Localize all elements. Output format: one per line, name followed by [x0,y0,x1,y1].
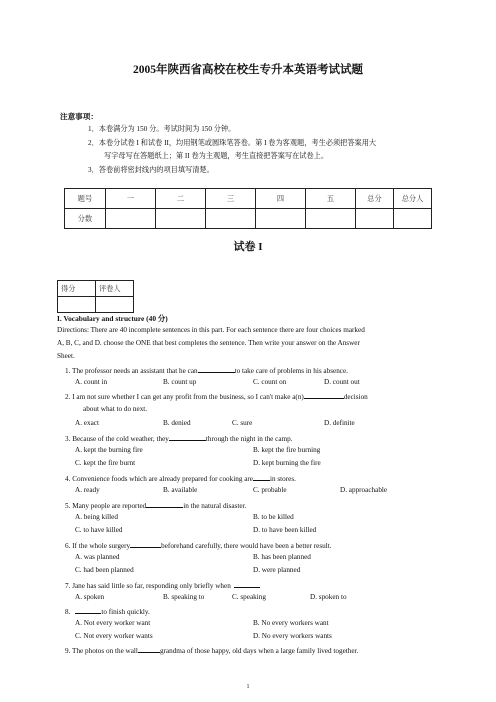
option: B. denied [163,419,191,427]
option: C. kept the fire burnt [75,459,136,467]
part-heading: I. Vocabulary and structure (40 分) [57,314,168,323]
directions-line: A, B, C, and D. choose the ONE that best completes the sentence. Then write your answer on the Answer [57,339,360,347]
score-cell[interactable] [106,209,156,229]
option: C. to have killed [75,526,123,534]
question-stem [65,581,260,590]
question-stem [65,607,150,616]
score-cell[interactable] [356,209,394,229]
option: C. Not every worker wants [75,632,153,640]
directions-line: Directions: There are 40 incomplete sentences in this part. For each sentence there are four choices marked [57,326,365,334]
directions-line: Sheet. [57,352,75,360]
question-stem [65,392,368,401]
answer-blank [169,434,206,441]
question-text: grandma of those happy, old days when a large family lived together. [159,647,359,655]
answer-blank [304,392,344,399]
score-header: 四 [256,189,306,209]
score-cell[interactable] [256,209,306,229]
score-header: 总分人 [394,189,432,209]
score-header: 二 [156,189,206,209]
question-text: about what to do next. [83,405,148,413]
option: B. to be killed [253,513,294,521]
section-title: 试卷 I [233,241,263,253]
notice-item: 2．本卷分试卷 I 和试卷 II，均用钢笔或圆珠笔答卷。第 I 卷为客观题，考生必须把答案用大 [88,139,377,147]
answer-blank [138,646,160,653]
question-text: 6. If the whole surgery [65,542,131,550]
answer-blank [253,474,270,481]
option: A. ready [75,486,100,494]
option: A. was planned [75,553,120,561]
option: A. being killed [75,513,118,521]
answer-blank [75,607,101,614]
option: D. spoken to [310,593,347,601]
option: C. had been planned [75,566,134,574]
question-text: 4. Convenience foods which are already prepared for cooking are [65,475,253,483]
question-text: 1. The professor needs an assistant that he can [65,367,198,375]
question-text: 5. Many people are reported [65,502,147,510]
option: A. kept the burning fire [75,446,143,454]
score-table [64,188,432,229]
option: C. sure [232,419,253,427]
option: A. exact [75,419,99,427]
question-stem [65,434,293,443]
question-stem [65,646,358,655]
exam-title: 2005年陕西省高校在校生专升本英语考试试题 [133,64,363,76]
question-text: decision [343,393,368,401]
score-row-label: 分数 [65,209,106,229]
grader-reviewer-label: 评卷人 [96,281,134,297]
question-stem [65,501,246,510]
option: D. No every workers wants [253,632,332,640]
option: A. spoken [75,593,105,601]
option: C. speaking [232,593,266,601]
option: B. has been planned [253,553,311,561]
option: B. kept the fire burning [253,446,321,454]
score-header: 总分 [356,189,394,209]
option: B. available [163,486,198,494]
option: D. were planned [253,566,301,574]
option: D. kept burning the fire [253,459,321,467]
option: D. definite [324,419,355,427]
option: B. speaking to [163,593,205,601]
question-text: to finish quickly. [101,608,150,616]
score-header: 五 [306,189,356,209]
page-number: 1 [246,684,250,690]
question-stem [65,474,296,483]
option: B. No every workers want [253,619,329,627]
question-text: in the natural disaster. [183,502,247,510]
option: D. count out [324,378,360,386]
answer-blank [198,366,235,373]
question-text: beforehand carefully, there would have been a better result. [161,542,332,550]
question-text: to take care of problems in his absence. [234,367,348,375]
score-header: 一 [106,189,156,209]
answer-blank [130,541,161,548]
option: A. count in [75,378,108,386]
question-text: in stores. [270,475,296,483]
question-stem [65,366,348,375]
notice-item: 3．答卷前将密封线内的项目填写清楚。 [88,166,214,174]
notice-item: 写字母写在答题纸上；第 II 卷为主观题，考生直接把答案写在试卷上。 [104,152,329,160]
grader-reviewer-cell[interactable] [96,297,134,313]
option: A. Not every worker want [75,619,151,627]
question-stem [65,541,332,550]
grader-score-label: 得分 [58,281,96,297]
answer-blank [146,501,183,508]
option: D. to have been killed [253,526,317,534]
question-text: 8. [65,608,71,616]
score-cell[interactable] [306,209,356,229]
score-cell[interactable] [206,209,256,229]
notice-heading: 注意事项： [60,112,98,121]
question-text: 9. The photos on the wall [65,647,138,655]
score-header: 题号 [65,189,106,209]
notice-item: 1．本卷满分为 150 分。考试时间为 150 分钟。 [88,125,236,133]
option: C. count on [253,378,287,386]
question-text: 7. Jane has said little so far, responding only briefly when [65,582,231,590]
score-cell[interactable] [156,209,206,229]
option: D. approachable [340,486,388,494]
option: B. count up [163,378,197,386]
score-header: 三 [206,189,256,209]
question-text: 3. Because of the cold weather, they [65,435,169,443]
option: C. probable [253,486,287,494]
question-text: 2. I am not sure whether I can get any profit from the business, so I can't make a(n) [65,393,304,401]
question-text: through the night in the camp. [205,435,293,443]
grader-table [57,280,134,313]
score-cell[interactable] [394,209,432,229]
answer-blank [234,581,260,588]
grader-score-cell[interactable] [58,297,96,313]
